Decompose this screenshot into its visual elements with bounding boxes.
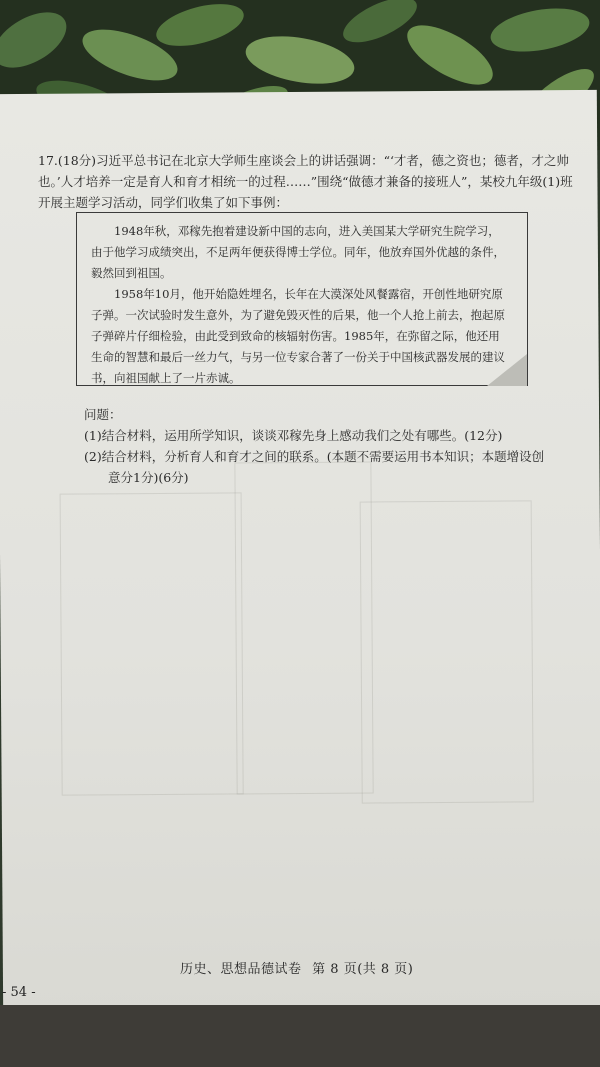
question-intro: 习近平总书记在北京大学师生座谈会上的讲话强调：“‘才者，德之资也；德者，才之帅也。’人才培养一定是育人和育才相统一的过程……”围绕“做德才兼备的接班人”，某校九年级(1)班开展主题学习活动，同学们收集了如下事例： <box>38 153 573 210</box>
material-box <box>76 212 528 386</box>
page-indicator: 第 8 页(共 8 页) <box>312 962 414 977</box>
question-17-prompt <box>38 150 583 213</box>
question-2: (2)结合材料，分析育人和育才之间的联系。(本题不需要运用书本知识；本题增设创 <box>84 449 545 464</box>
material-paragraph-1: 1948年秋，邓稼先抱着建设新中国的志向，进入美国某大学研究生院学习，由于他学习成绩突出，不足两年便获得博士学位。同年，他放弃国外优越的条件，毅然回到祖国。 <box>91 224 505 280</box>
question-1: (1)结合材料，运用所学知识，谈谈邓稼先身上感动我们之处有哪些。(12分) <box>84 428 503 443</box>
floor-background <box>0 1005 600 1067</box>
material-paragraph-2: 1958年10月，他开始隐姓埋名，长年在大漠深处风餐露宿，开创性地研究原子弹。一次试验时发生意外，为了避免毁灭性的后果，他一个人抢上前去，抱起原子弹碎片仔细检验，由此受到致命的核辐射伤害。1985年，在弥留之际，他还用生命的智慧和最后一丝力气，与另一位专家合著了一份关于中国核武器发展的建议书，向祖国献上了一片赤诚。 <box>91 287 505 385</box>
bleed-through-frame-right <box>360 500 534 803</box>
page-footer <box>180 958 413 977</box>
question-score: (18分) <box>57 153 97 168</box>
question-2-continuation: 意分1分)(6分) <box>108 470 189 485</box>
exam-title: 历史、思想品德试卷 <box>180 962 302 977</box>
page-number: - 54 - <box>2 985 36 1000</box>
bleed-through-frame-middle <box>234 461 373 794</box>
material-box-corner-fold <box>487 354 527 386</box>
questions-block <box>84 404 574 488</box>
question-number: 17. <box>38 153 58 168</box>
bleed-through-frame-left <box>60 492 244 795</box>
questions-heading: 问题： <box>84 407 122 422</box>
